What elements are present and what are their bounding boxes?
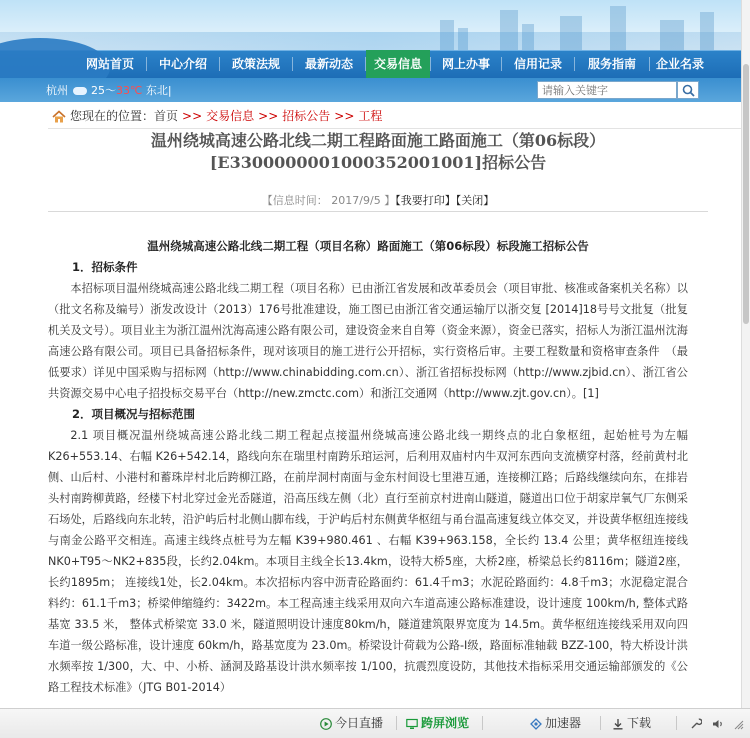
print-link[interactable]: 【我要打印】 [395, 194, 456, 207]
section2-text: 2.1 项目概况温州绕城高速公路北线二期工程起点接温州绕城高速公路北线一期终点的北白象枢纽，起始桩号为左幅 K26+553.14、右幅 K26+542.14，路线向东在瑞里村南跨乐琯运河，后利用双庙村内牛双河东西向支流横穿村落，经前黄村北侧、山后村、小港村和蓄珠岸村北后跨柳江路，在前岸洞村南面与金东村间设七里港互通，连接柳江路；后路线继续向东，在排岩头村南跨柳黄路，经楼下村北穿过金光岙隧道，沿高压线左侧（北）直行至前京村进南山隧道，隧道出口位于胡家岸氧气厂东侧采石场处，后路线向东北转，沿沪屿后村北侧山脚布线，于沪屿后村东侧黄华枢纽与甬台温高速复线立体交叉，并设黄华枢纽连接线与南金公路平交相连。高速主线终点桩号为左幅 K39+980.461 、右幅 K39+963.158，全长约 13.4 公里；黄华枢纽连接线NK0+T95～NK2+835段，长约2.04km。本项目主线全长13.4km，设特大桥5座，大桥2座，桥梁总长约8116m；隧道2座，长约1895m； 连接线1处，长2.04km。本次招标内容中沥青砼路面约：61.4千m3；水泥砼路面约：4.8千m3；水泥稳定混合料约：61.1千m3；桥梁伸缩缝约：3422m。本工程高速主线采用双向六车道高速公路标准建设，设计速度 100km/h, 整体式路基宽 33.5 米， 整体式桥梁宽 33.0 米，隧道照明设计速度80km/h，隧道建筑限界宽度为 14.5m。黄华枢纽连接线采用双向四车道一级公路标准，设计速度 60km/h，路基宽度为 23.0m。桥梁设计荷载为公路-Ⅰ级，路面标准轴载 BZZ-100，特大桥设计洪水频率按 1/300，大、中、小桥、涵洞及路基设计洪水频率按 1/100，抗震烈度设防，其他技术指标采用交通运输部颁发的《公路工程技术标准》（JTG B01-2014） [48, 429, 688, 694]
info-bracket-open: 【 [261, 194, 273, 207]
info-time-value: 2017/9/5 [331, 194, 381, 207]
nav-item-online-service[interactable]: 网上办事 [441, 57, 490, 71]
accelerator-label: 加速器 [545, 716, 582, 730]
search-icon [682, 84, 695, 97]
speaker-icon [712, 718, 724, 730]
cloud-icon [73, 87, 87, 95]
info-line [48, 190, 708, 212]
nav-item-trade-info[interactable]: 交易信息 [366, 50, 430, 78]
screen-icon [406, 718, 418, 730]
nav-item-about[interactable]: 中心介绍 [158, 57, 207, 71]
breadcrumb-trade-info[interactable]: 交易信息 [206, 109, 255, 123]
breadcrumb-engineering[interactable]: 工程 [358, 109, 383, 123]
download-icon [612, 718, 624, 730]
home-icon [52, 110, 66, 123]
download-button[interactable] [612, 714, 651, 732]
cross-screen-button[interactable] [406, 714, 469, 732]
search-button[interactable] [677, 81, 699, 99]
accelerator-icon [530, 718, 542, 730]
breadcrumb-sep: >> [334, 109, 355, 123]
download-label: 下载 [627, 716, 652, 730]
search-input[interactable] [537, 81, 677, 99]
weather-wind: 东北| [145, 84, 172, 97]
article-body [48, 232, 688, 698]
weather-widget [46, 82, 172, 100]
breadcrumb-prefix: 您现在的位置： [70, 109, 155, 123]
section1-heading: 1．招标条件 [72, 260, 138, 274]
weather-high: 33℃ [116, 84, 143, 97]
page-title-line1: 温州绕城高速公路北线二期工程路面施工路面施工（第06标段） [150, 131, 606, 150]
article-subtitle: 温州绕城高速公路北线二期工程（项目名称）路面施工（第06标段）标段施工招标公告 [147, 239, 589, 253]
weather-low: 25 [91, 84, 105, 97]
wrench-icon [690, 718, 702, 730]
nav-item-guide[interactable]: 服务指南 [587, 57, 636, 71]
section1-text: 本招标项目温州绕城高速公路北线二期工程（项目名称）已由浙江省发展和改革委员会（项目审批、核准或备案机关名称）以（批文名称及编号）浙发改设计（2013）176号批准建设，施工图已由浙江省交通运输厅以浙交复 [2014]18号号文批复（批复机关及文号）。项目业主为浙江温州沈海高速公路有限公司，建设资金来自自筹（资金来源），资金已落实，招标人为浙江温州沈海高速公路有限公司。项目已具备招标条件，现对该项目的施工进行公开招标，实行资格后审。主要工程数量和资格审查条件 （最低要求）详见中国采购与招标网（http://www.chinabidding.com.cn）、浙江省招标投标网（http://www.zjbid.cn）、浙江省公共资源交易中心电子招投标交易平台（http://new.zmctc.com）和浙江交通网（http://www.zjt.gov.cn）。[1] [48, 282, 688, 400]
breadcrumb-sep: >> [182, 109, 203, 123]
nav-item-credit[interactable]: 信用记录 [513, 57, 562, 71]
nav-item-policy[interactable]: 政策法规 [231, 57, 280, 71]
sound-button[interactable] [712, 714, 727, 732]
nav-item-directory[interactable]: 企业名录 [655, 57, 704, 71]
weather-city: 杭州 [46, 84, 68, 97]
section2-heading: 2．项目概况与招标范围 [72, 407, 196, 421]
nav-item-home[interactable]: 网站首页 [85, 57, 134, 71]
accelerator-button[interactable] [530, 714, 581, 732]
header-banner [0, 0, 750, 50]
close-link[interactable]: 【关闭】 [455, 194, 495, 207]
nav-item-news[interactable]: 最新动态 [304, 57, 353, 71]
main-nav-items [74, 50, 710, 78]
breadcrumb-tender-notice[interactable]: 招标公告 [282, 109, 331, 123]
breadcrumb-home[interactable]: 首页 [154, 109, 179, 123]
weather-sep: ～ [105, 84, 116, 97]
info-bracket-close: 】 [384, 194, 396, 207]
page-title [48, 130, 708, 174]
breadcrumb [48, 103, 750, 129]
cross-screen-label: 跨屏浏览 [421, 716, 470, 730]
info-time-label: 信息时间： [272, 194, 328, 207]
page-title-line2: [E3300000001000352001001]招标公告 [209, 153, 547, 172]
tool-button[interactable] [690, 714, 705, 732]
live-button[interactable] [320, 714, 383, 732]
resize-handle[interactable] [732, 714, 747, 732]
breadcrumb-sep: >> [258, 109, 279, 123]
resize-grip-icon [732, 718, 744, 730]
scrollbar-thumb[interactable] [743, 64, 749, 324]
live-label: 今日直播 [335, 716, 384, 730]
play-icon [320, 718, 332, 730]
page-scrollbar[interactable] [741, 0, 750, 738]
